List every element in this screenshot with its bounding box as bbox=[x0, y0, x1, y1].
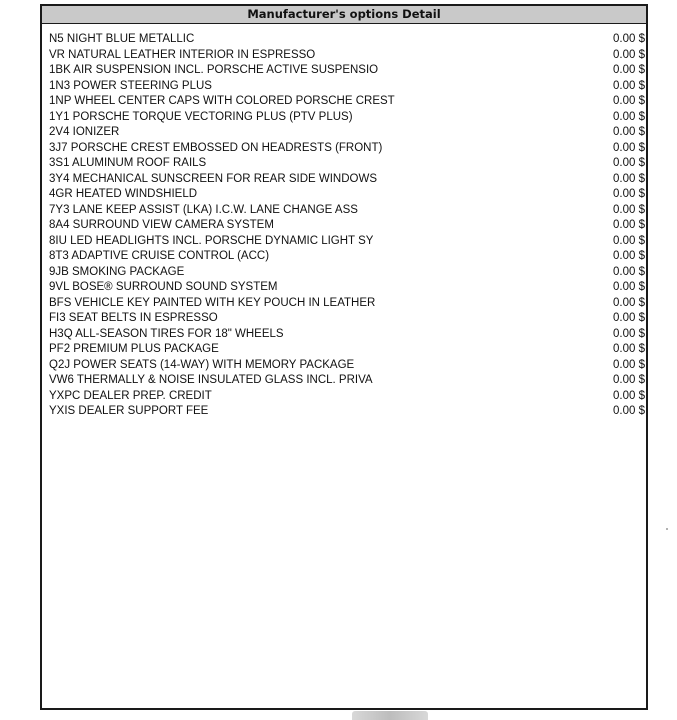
option-description: 1Y1 PORSCHE TORQUE VECTORING PLUS (PTV PLUS) bbox=[49, 110, 353, 123]
option-price: 0.00 $ bbox=[613, 265, 645, 278]
option-row bbox=[49, 125, 645, 141]
option-row bbox=[49, 32, 645, 48]
option-row bbox=[49, 373, 645, 389]
option-description: N5 NIGHT BLUE METALLIC bbox=[49, 33, 195, 45]
option-row bbox=[49, 203, 645, 219]
option-description: 8IU LED HEADLIGHTS INCL. PORSCHE DYNAMIC LIGHT SY bbox=[49, 234, 374, 247]
option-price: 0.00 $ bbox=[613, 296, 645, 309]
option-row bbox=[49, 63, 645, 79]
option-row bbox=[49, 218, 645, 234]
option-price: 0.00 $ bbox=[613, 95, 645, 107]
option-price: 0.00 $ bbox=[613, 48, 645, 61]
option-description: VW6 THERMALLY & NOISE INSULATED GLASS INCL. PRIVA bbox=[49, 374, 373, 386]
option-row bbox=[49, 156, 645, 172]
option-row bbox=[49, 404, 645, 420]
option-description: 7Y3 LANE KEEP ASSIST (LKA) I.C.W. LANE CHANGE ASS bbox=[49, 203, 358, 216]
option-row bbox=[49, 48, 645, 64]
option-price: 0.00 $ bbox=[613, 126, 645, 138]
option-price: 0.00 $ bbox=[613, 188, 645, 200]
option-row bbox=[49, 187, 645, 203]
option-row bbox=[49, 79, 645, 95]
option-price: 0.00 $ bbox=[613, 64, 645, 76]
option-row bbox=[49, 311, 645, 327]
option-description: 3J7 PORSCHE CREST EMBOSSED ON HEADRESTS (FRONT) bbox=[49, 141, 383, 154]
option-description: FI3 SEAT BELTS IN ESPRESSO bbox=[49, 312, 218, 324]
section-header: Manufacturer's options Detail bbox=[42, 6, 646, 24]
option-description: VR NATURAL LEATHER INTERIOR IN ESPRESSO bbox=[49, 48, 316, 61]
option-row bbox=[49, 249, 645, 265]
options-list bbox=[49, 32, 645, 420]
option-price: 0.00 $ bbox=[613, 405, 645, 417]
option-price: 0.00 $ bbox=[613, 389, 645, 402]
option-price: 0.00 $ bbox=[613, 172, 645, 185]
option-price: 0.00 $ bbox=[613, 312, 645, 324]
option-description: 3Y4 MECHANICAL SUNSCREEN FOR REAR SIDE WINDOWS bbox=[49, 172, 378, 185]
option-row bbox=[49, 110, 645, 126]
option-row bbox=[49, 280, 645, 296]
option-price: 0.00 $ bbox=[613, 358, 645, 371]
option-description: BFS VEHICLE KEY PAINTED WITH KEY POUCH IN LEATHER bbox=[49, 296, 376, 309]
option-price: 0.00 $ bbox=[613, 219, 645, 231]
option-price: 0.00 $ bbox=[613, 110, 645, 123]
scan-artifact bbox=[352, 711, 428, 720]
option-description: H3Q ALL-SEASON TIRES FOR 18" WHEELS bbox=[49, 327, 284, 340]
option-description: 1NP WHEEL CENTER CAPS WITH COLORED PORSCHE CREST bbox=[49, 95, 395, 107]
option-description: 1BK AIR SUSPENSION INCL. PORSCHE ACTIVE SUSPENSIO bbox=[49, 64, 379, 76]
option-price: 0.00 $ bbox=[613, 141, 645, 154]
option-price: 0.00 $ bbox=[613, 157, 645, 169]
option-description: 9VL BOSE® SURROUND SOUND SYSTEM bbox=[49, 281, 278, 293]
option-price: 0.00 $ bbox=[613, 79, 645, 92]
option-description: 2V4 IONIZER bbox=[49, 126, 120, 138]
option-row bbox=[49, 296, 645, 312]
option-description: PF2 PREMIUM PLUS PACKAGE bbox=[49, 343, 219, 355]
option-price: 0.00 $ bbox=[613, 374, 645, 386]
option-price: 0.00 $ bbox=[613, 33, 645, 45]
option-row bbox=[49, 389, 645, 405]
option-description: Q2J POWER SEATS (14-WAY) WITH MEMORY PACKAGE bbox=[49, 358, 355, 371]
option-description: YXPC DEALER PREP. CREDIT bbox=[49, 389, 212, 402]
option-row bbox=[49, 327, 645, 343]
option-description: YXIS DEALER SUPPORT FEE bbox=[49, 405, 209, 417]
option-row bbox=[49, 172, 645, 188]
option-description: 4GR HEATED WINDSHIELD bbox=[49, 188, 198, 200]
option-description: 1N3 POWER STEERING PLUS bbox=[49, 79, 212, 92]
option-price: 0.00 $ bbox=[613, 234, 645, 247]
option-description: 3S1 ALUMINUM ROOF RAILS bbox=[49, 157, 207, 169]
option-price: 0.00 $ bbox=[613, 327, 645, 340]
option-description: 8A4 SURROUND VIEW CAMERA SYSTEM bbox=[49, 219, 274, 231]
option-row bbox=[49, 342, 645, 358]
scan-speck bbox=[666, 528, 668, 530]
option-row bbox=[49, 94, 645, 110]
option-description: 8T3 ADAPTIVE CRUISE CONTROL (ACC) bbox=[49, 250, 270, 262]
option-price: 0.00 $ bbox=[613, 250, 645, 262]
option-row bbox=[49, 358, 645, 374]
option-description: 9JB SMOKING PACKAGE bbox=[49, 265, 185, 278]
option-row bbox=[49, 265, 645, 281]
option-row bbox=[49, 234, 645, 250]
option-row bbox=[49, 141, 645, 157]
option-price: 0.00 $ bbox=[613, 343, 645, 355]
options-detail-box bbox=[40, 4, 648, 710]
option-price: 0.00 $ bbox=[613, 281, 645, 293]
option-price: 0.00 $ bbox=[613, 203, 645, 216]
